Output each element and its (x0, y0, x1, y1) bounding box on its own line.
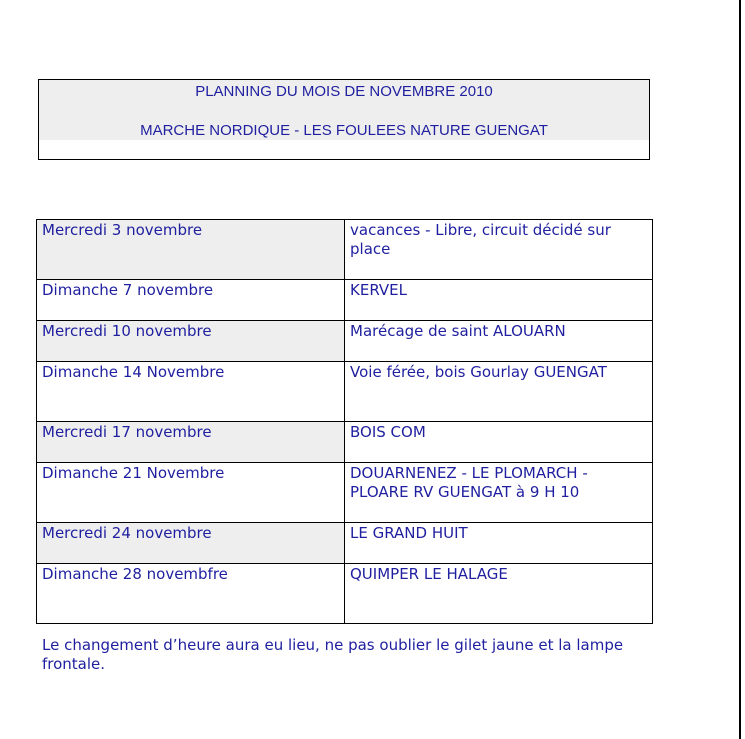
table-row (37, 362, 653, 422)
place-cell: LE GRAND HUIT (345, 523, 653, 564)
header-box (38, 79, 650, 160)
header-title: PLANNING DU MOIS DE NOVEMBRE 2010 (195, 83, 493, 100)
day-cell: Dimanche 7 novembre (37, 280, 345, 321)
place-cell: BOIS COM (345, 422, 653, 463)
day-cell: Mercredi 24 novembre (37, 523, 345, 564)
day-cell: Mercredi 10 novembre (37, 321, 345, 362)
page-edge (739, 0, 741, 739)
day-cell: Dimanche 14 Novembre (37, 362, 345, 422)
place-cell: QUIMPER LE HALAGE (345, 564, 653, 624)
reminder-note: Le changement d’heure aura eu lieu, ne pas oublier le gilet jaune et la lampe frontale. (42, 636, 624, 673)
day-cell: Mercredi 17 novembre (37, 422, 345, 463)
header-subtitle: MARCHE NORDIQUE - LES FOULEES NATURE GUENGAT (140, 122, 548, 139)
place-cell: Voie férée, bois Gourlay GUENGAT (345, 362, 653, 422)
table-row (37, 523, 653, 564)
place-cell: Marécage de saint ALOUARN (345, 321, 653, 362)
table-row (37, 220, 653, 280)
day-cell: Mercredi 3 novembre (37, 220, 345, 280)
table-row (37, 564, 653, 624)
table-row (37, 321, 653, 362)
place-cell: KERVEL (345, 280, 653, 321)
table-row (37, 422, 653, 463)
place-cell: vacances - Libre, circuit décidé sur place (345, 220, 653, 280)
table-row (37, 463, 653, 523)
day-cell: Dimanche 21 Novembre (37, 463, 345, 523)
place-cell: DOUARNENEZ - LE PLOMARCH - PLOARE RV GUENGAT à 9 H 10 (345, 463, 653, 523)
schedule-table (36, 219, 653, 624)
day-cell: Dimanche 28 novembfre (37, 564, 345, 624)
table-row (37, 280, 653, 321)
